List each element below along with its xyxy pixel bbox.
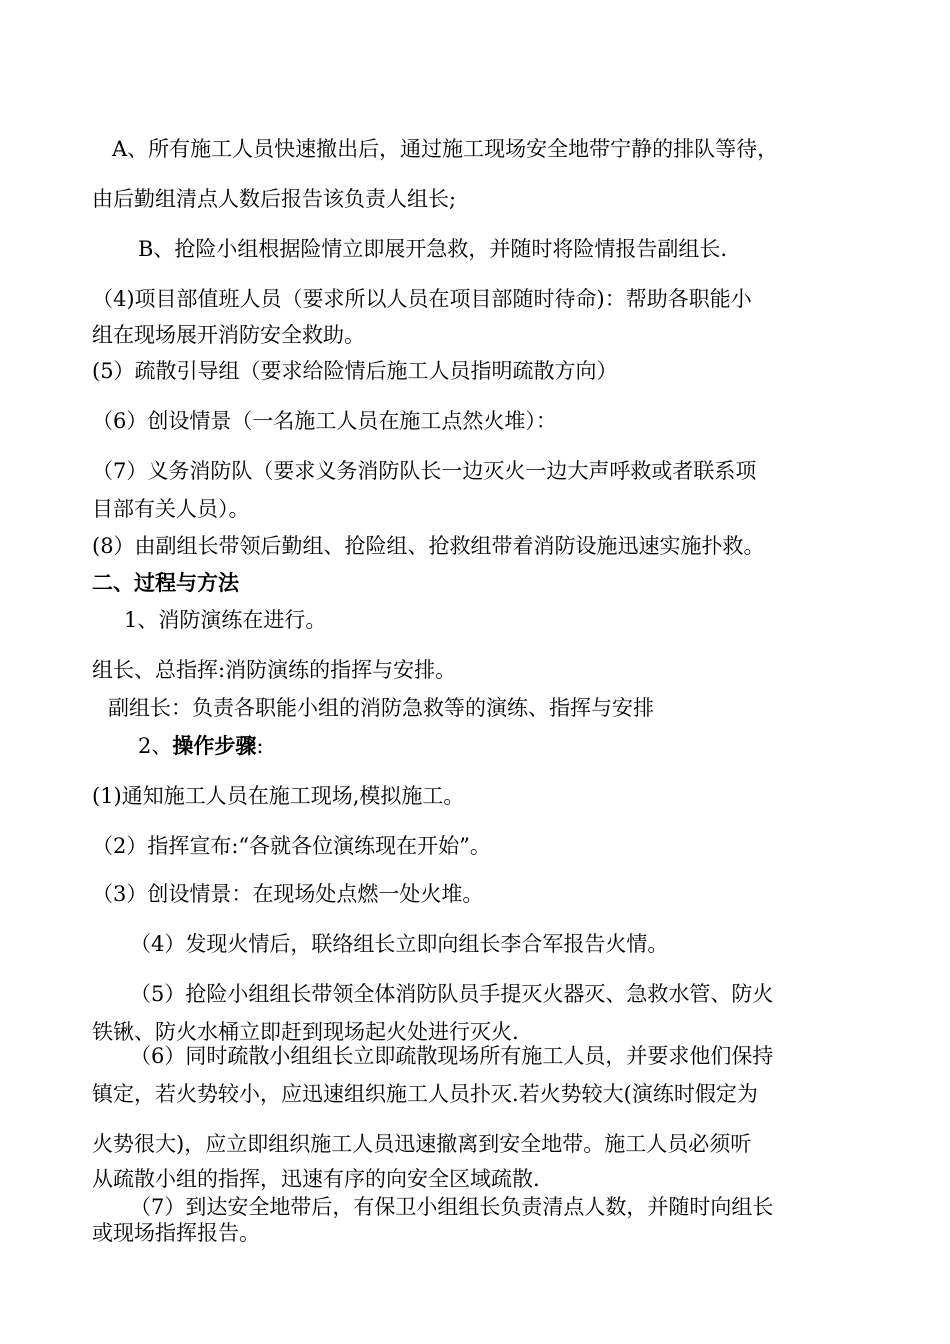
paragraph-b: B、抢险小组根据险情立即展开急救，并随时将险情报告副组长. xyxy=(138,237,728,261)
item-6: （6）创设情景（一名施工人员在施工点然火堆）： xyxy=(92,409,557,433)
item-4-line-1: （4)项目部值班人员（要求所以人员在项目部随时待命)：帮助各职能小 xyxy=(92,287,752,311)
op-step-6-line-4: 从疏散小组的指挥，迅速有序的向安全区域疏散. xyxy=(92,1167,540,1191)
item-5: (5）疏散引导组（要求给险情后施工人员指明疏散方向） xyxy=(92,359,618,383)
op-step-6-line-3: 火势很大)，应立即组织施工人员迅速撤离到安全地带。施工人员必须听 xyxy=(92,1132,752,1156)
op-step-6-line-2: 镇定，若火势较小，应迅速组织施工人员扑灭.若火势较大(演练时假定为 xyxy=(92,1082,758,1106)
item-7-line-1: （7）义务消防队（要求义务消防队长一边灭火一边大声呼救或者联系项 xyxy=(92,459,757,483)
leader-role: 组长、总指挥:消防演练的指挥与安排。 xyxy=(92,658,457,682)
step-2-number: 2、 xyxy=(138,734,173,758)
step-2-colon: : xyxy=(256,734,264,758)
op-step-3: （3）创设情景：在现场处点燃一处火堆。 xyxy=(92,882,484,906)
op-step-7-line-2: 或现场指挥报告。 xyxy=(92,1221,260,1245)
item-7-line-2: 目部有关人员）。 xyxy=(92,497,250,521)
step-2-heading xyxy=(138,733,263,759)
op-step-2: （2）指挥宣布:“各就各位演练现在开始”。 xyxy=(92,834,491,858)
item-4-line-2: 组在现场展开消防安全救助。 xyxy=(92,323,365,347)
op-step-7-line-1: （7）到达安全地带后，有保卫小组组长负责清点人数，并随时向组长 xyxy=(130,1195,774,1219)
section-heading: 二、过程与方法 xyxy=(92,570,239,595)
paragraph-a-line-1: A、所有施工人员快速撤出后，通过施工现场安全地带宁静的排队等待， xyxy=(112,137,779,161)
op-step-6-line-1: （6）同时疏散小组组长立即疏散现场所有施工人员，并要求他们保持 xyxy=(130,1044,774,1068)
step-1: 1、消防演练在进行。 xyxy=(124,608,327,632)
step-2-title: 操作步骤 xyxy=(172,733,257,758)
paragraph-a-line-2: 由后勤组清点人数后报告该负责人组长; xyxy=(92,187,457,211)
op-step-4: （4）发现火情后，联络组长立即向组长李合军报告火情。 xyxy=(130,932,669,956)
op-step-5-line-1: （5）抢险小组组长带领全体消防队员手提灭火器灭、急救水管、防火 xyxy=(130,982,774,1006)
deputy-role: 副组长：负责各职能小组的消防急救等的演练、指挥与安排 xyxy=(108,696,654,720)
item-8: (8）由副组长带领后勤组、抢险组、抢救组带着消防设施迅速实施扑救。 xyxy=(92,534,765,558)
op-step-1: (1)通知施工人员在施工现场,模拟施工。 xyxy=(92,784,465,808)
op-step-5-line-2: 铁锹、防火水桶立即赶到现场起火处进行灭火. xyxy=(92,1020,519,1044)
